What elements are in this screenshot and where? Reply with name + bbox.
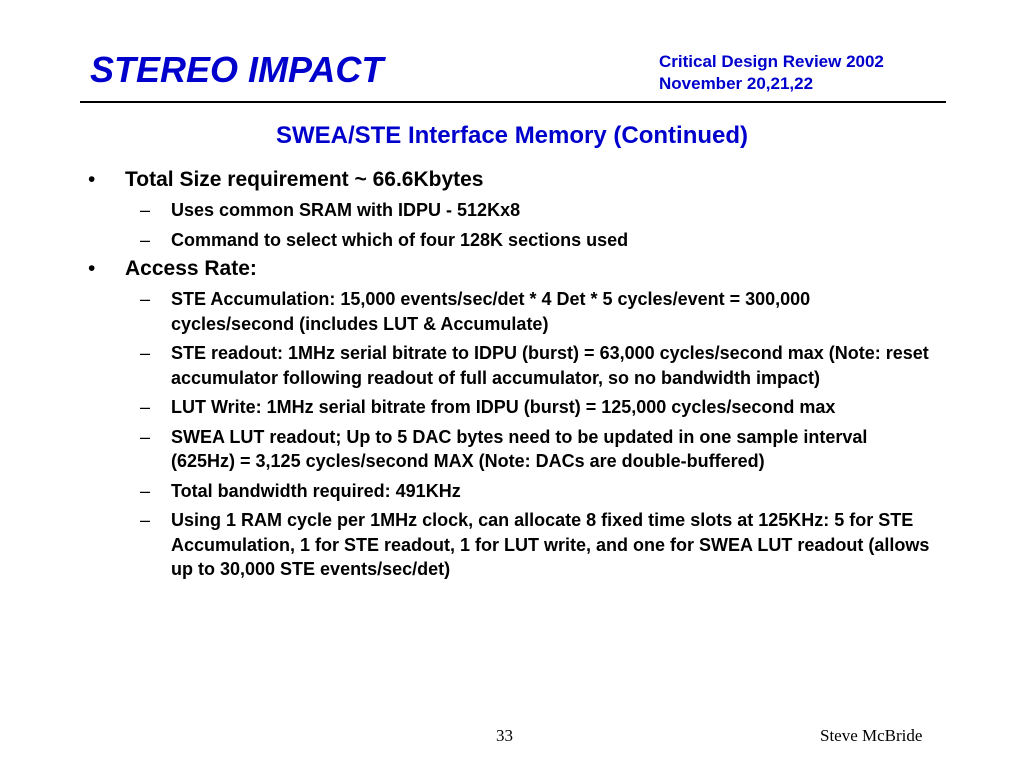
bullet-text: Total Size requirement ~ 66.6Kbytes <box>125 168 484 191</box>
sub-bullet-text: STE Accumulation: 15,000 events/sec/det * 4 Det * 5 cycles/event = 300,000 cycles/second (includes LUT & Accumulate) <box>171 289 811 334</box>
dash-marker: – <box>140 229 151 250</box>
bullet-marker: • <box>88 257 96 280</box>
page-number: 33 <box>496 726 513 745</box>
bullet-marker: • <box>88 168 96 191</box>
sub-bullet-item <box>140 198 931 223</box>
dash-marker: – <box>140 480 151 501</box>
sub-bullet-item <box>140 287 931 336</box>
sub-bullet-text: Total bandwidth required: 491KHz <box>171 480 461 501</box>
sub-bullet-text: SWEA LUT readout; Up to 5 DAC bytes need to be updated in one sample interval (625Hz) = 3,125 cycles/second MAX (Note: DACs are double-buffered) <box>171 426 868 471</box>
sub-bullet-item <box>140 479 931 504</box>
sub-bullet-item <box>140 395 931 420</box>
bullet-item <box>88 254 1024 284</box>
presentation-title: STEREO IMPACT <box>90 49 384 90</box>
bullet-item <box>88 165 1024 195</box>
author-name: Steve McBride <box>820 726 923 745</box>
header-divider <box>80 101 946 103</box>
bullet-text: Access Rate: <box>125 257 257 280</box>
sub-bullet-text: Using 1 RAM cycle per 1MHz clock, can allocate 8 fixed time slots at 125KHz: 5 for STE Accumulation, 1 for STE readout, 1 for LUT write, and one for SWEA LUT readout (allows up to 30,000 STE events/sec/det) <box>171 510 930 579</box>
sub-bullet-item <box>140 508 931 582</box>
dash-marker: – <box>140 343 151 363</box>
sub-bullet-item <box>140 228 931 253</box>
review-dates: November 20,21,22 <box>659 74 814 93</box>
sub-bullet-text: Uses common SRAM with IDPU - 512Kx8 <box>171 200 521 220</box>
sub-bullet-item <box>140 425 931 474</box>
sub-bullet-item <box>140 341 931 390</box>
dash-marker: – <box>140 289 151 309</box>
sub-bullet-text: Command to select which of four 128K sections used <box>171 229 629 250</box>
dash-marker: – <box>140 510 151 530</box>
dash-marker: – <box>140 426 151 447</box>
sub-bullet-text: LUT Write: 1MHz serial bitrate from IDPU (burst) = 125,000 cycles/second max <box>171 397 836 417</box>
slide-heading: SWEA/STE Interface Memory (Continued) <box>275 122 749 149</box>
slide-content <box>0 165 1024 582</box>
dash-marker: – <box>140 397 151 417</box>
review-name: Critical Design Review 2002 <box>659 52 884 71</box>
review-info <box>659 51 884 95</box>
dash-marker: – <box>140 200 151 220</box>
sub-bullet-text: STE readout: 1MHz serial bitrate to IDPU (burst) = 63,000 cycles/second max (Note: reset accumulator following readout of full accumulator, so no bandwidth impact) <box>171 343 929 388</box>
